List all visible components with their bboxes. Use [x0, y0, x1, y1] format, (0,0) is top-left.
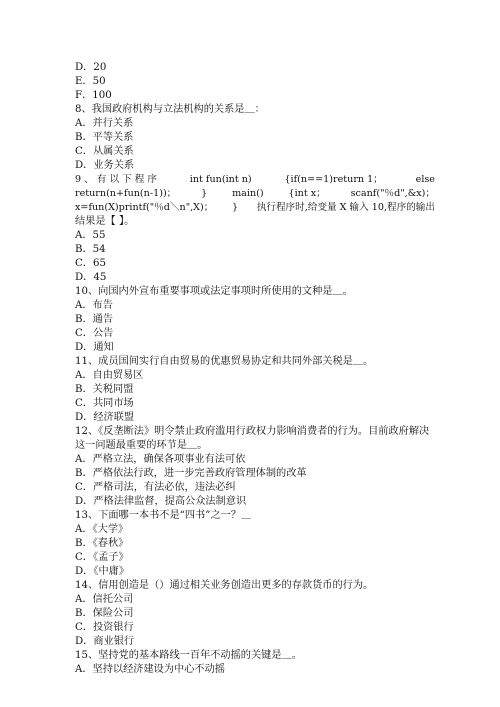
code-fragment: main(): [232, 188, 264, 199]
question-9-line-2: [75, 187, 435, 201]
question-10: 10、向国内外宣布重要事项或法定事项时所使用的文种是＿。: [75, 286, 353, 297]
question-12-cont: 这一问题最重要的环节是＿。: [75, 440, 208, 451]
option-line: D．业务关系: [75, 160, 135, 171]
option-line: D．商业银行: [75, 636, 135, 647]
option-line: C．65: [75, 258, 106, 269]
option-line: B．关税同盟: [75, 384, 134, 395]
option-line: D．通知: [75, 342, 114, 353]
option-line: C．严格司法，有法必依，违法必纠: [75, 482, 236, 493]
option-line: B．54: [75, 244, 106, 255]
code-fragment: else: [415, 174, 435, 185]
question-9-line-3: [75, 201, 435, 215]
option-line: F．100: [75, 90, 112, 101]
option-line: D．20: [75, 62, 107, 73]
option-line: A．《大学》: [75, 524, 129, 535]
option-line: A．布告: [75, 300, 113, 311]
code-fragment: return(n+fun(n-1))；: [75, 188, 177, 199]
code-fragment: 9 、 有 以 下 程 序: [75, 174, 157, 185]
code-fragment: x=fun(X)printf("％d＼n",X)；: [75, 202, 214, 213]
code-fragment: {if(n==1)return 1；: [284, 174, 383, 185]
option-line: C．《孟子》: [75, 552, 129, 563]
option-line: C．从属关系: [75, 146, 134, 157]
option-line: A．自由贸易区: [75, 370, 144, 381]
question-11: 11、成员国间实行自由贸易的优惠贸易协定和共同外部关税是＿。: [75, 356, 374, 367]
option-line: C．投资银行: [75, 622, 134, 633]
code-fragment: {int x；: [288, 188, 326, 199]
option-line: B．通告: [75, 314, 114, 325]
question-13: 13、下面哪一本书不是“四书”之一？＿: [75, 510, 252, 521]
option-line: A．信托公司: [75, 594, 134, 605]
question-9-line-4: 结果是【 】。: [75, 216, 135, 227]
option-line: A．严格立法，确保各项事业有法可依: [75, 454, 246, 465]
question-9-line-1: [75, 173, 435, 187]
code-fragment: int fun(int n): [189, 174, 252, 185]
option-line: B．平等关系: [75, 132, 134, 143]
option-line: D．45: [75, 272, 107, 283]
option-line: A．坚持以经济建设为中心不动摇: [75, 664, 225, 675]
option-line: A．55: [75, 230, 106, 241]
code-fragment: 执行程序时,给变量 X 输入 10,程序的输出: [256, 202, 435, 213]
option-line: B．《春秋》: [75, 538, 129, 549]
option-line: C．共同市场: [75, 398, 134, 409]
question-15: 15、坚持党的基本路线一百年不动摇的关键是＿。: [75, 650, 302, 661]
option-line: C．公告: [75, 328, 114, 339]
code-fragment: }: [232, 202, 239, 213]
option-line: B．严格依法行政，进一步完善政府管理体制的改革: [75, 468, 307, 479]
option-line: B．保险公司: [75, 608, 134, 619]
question-8: 8、我国政府机构与立法机构的关系是＿：: [75, 104, 265, 115]
code-fragment: }: [201, 188, 208, 199]
option-line: D．经济联盟: [75, 412, 135, 423]
question-12: 12、《反垄断法》明令禁止政府滥用行政权力影响消费者的行为。目前政府解决: [75, 426, 430, 437]
option-line: D．《中庸》: [75, 566, 130, 577]
code-fragment: scanf("％d",&x)；: [350, 188, 435, 199]
question-14: 14、信用创造是（）通过相关业务创造出更多的存款货币的行为。: [75, 580, 374, 591]
option-line: A．并行关系: [75, 118, 134, 129]
option-line: D．严格法律监督，提高公众法制意识: [75, 496, 247, 507]
option-line: E．50: [75, 76, 106, 87]
